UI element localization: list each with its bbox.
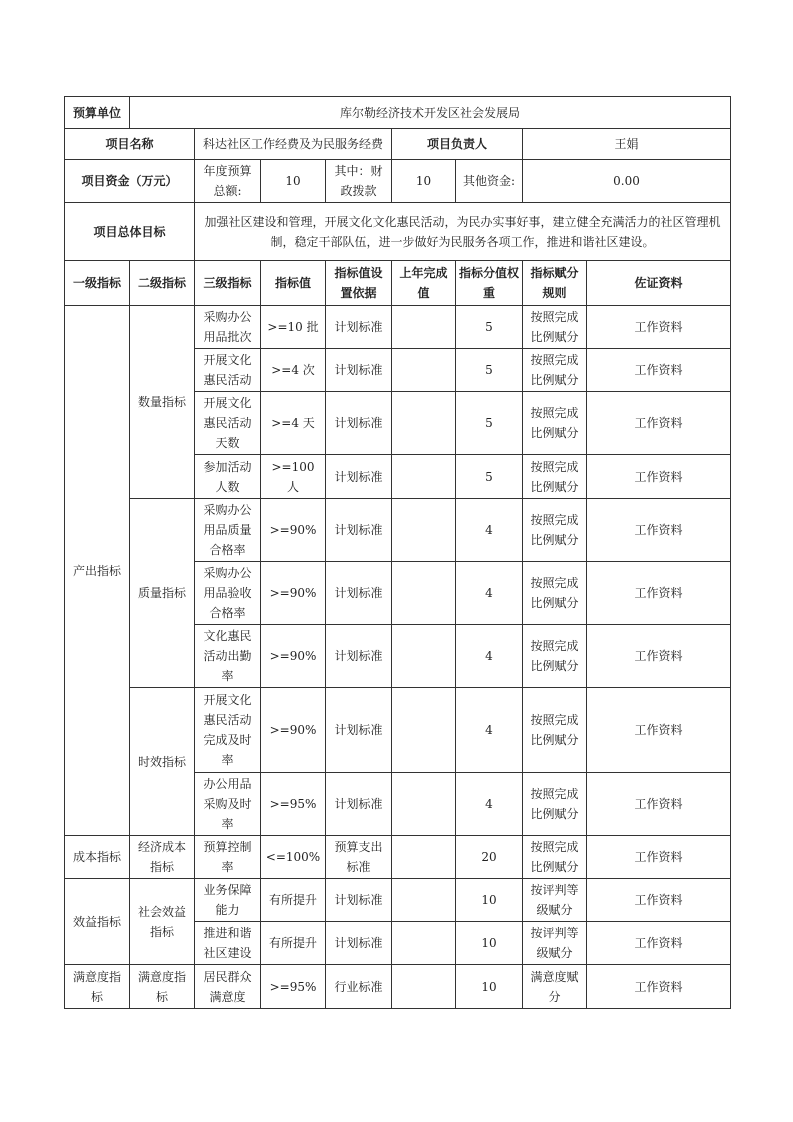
indicator-weight: 5 xyxy=(456,392,523,455)
table-row xyxy=(65,306,731,349)
evidence: 工作资料 xyxy=(587,499,731,562)
indicator-weight: 10 xyxy=(456,965,523,1009)
unit-value: 库尔勒经济技术开发区社会发展局 xyxy=(130,97,731,129)
indicator-weight: 4 xyxy=(456,562,523,625)
column-header-row xyxy=(65,261,731,306)
indicator-value: >=90% xyxy=(261,688,326,773)
col-level2: 二级指标 xyxy=(130,261,195,306)
indicator-value: 有所提升 xyxy=(261,922,326,965)
indicator-weight: 5 xyxy=(456,349,523,392)
evidence: 工作资料 xyxy=(587,562,731,625)
level3-indicator: 参加活动人数 xyxy=(195,455,261,499)
scoring-rule: 按照完成比例赋分 xyxy=(523,349,587,392)
indicator-weight: 20 xyxy=(456,836,523,879)
scoring-rule: 按照完成比例赋分 xyxy=(523,562,587,625)
fiscal-label: 其中：财政拨款 xyxy=(326,160,392,203)
fiscal-value: 10 xyxy=(392,160,456,203)
level1-cost: 成本指标 xyxy=(65,836,130,879)
indicator-weight: 4 xyxy=(456,688,523,773)
indicator-weight: 4 xyxy=(456,625,523,688)
level2-timeliness: 时效指标 xyxy=(130,688,195,836)
indicator-weight: 5 xyxy=(456,455,523,499)
other-funds-label: 其他资金: xyxy=(456,160,523,203)
indicator-basis: 计划标准 xyxy=(326,349,392,392)
col-rule: 指标赋分规则 xyxy=(523,261,587,306)
indicator-value: >=90% xyxy=(261,562,326,625)
table-row xyxy=(65,965,731,1009)
table-row xyxy=(65,836,731,879)
last-year-value xyxy=(392,562,456,625)
goal-row xyxy=(65,203,731,261)
level3-indicator: 开展文化惠民活动 xyxy=(195,349,261,392)
fund-label: 项目资金（万元） xyxy=(65,160,195,203)
scoring-rule: 按评判等级赋分 xyxy=(523,879,587,922)
indicator-basis: 计划标准 xyxy=(326,306,392,349)
evidence: 工作资料 xyxy=(587,306,731,349)
unit-row xyxy=(65,97,731,129)
indicator-basis: 计划标准 xyxy=(326,773,392,836)
level3-indicator: 居民群众满意度 xyxy=(195,965,261,1009)
indicator-basis: 计划标准 xyxy=(326,625,392,688)
indicator-basis: 计划标准 xyxy=(326,922,392,965)
evidence: 工作资料 xyxy=(587,349,731,392)
scoring-rule: 按照完成比例赋分 xyxy=(523,836,587,879)
col-weight: 指标分值权重 xyxy=(456,261,523,306)
scoring-rule: 满意度赋分 xyxy=(523,965,587,1009)
level3-indicator: 推进和谐社区建设 xyxy=(195,922,261,965)
col-last-year: 上年完成值 xyxy=(392,261,456,306)
level1-satisfaction: 满意度指标 xyxy=(65,965,130,1009)
level3-indicator: 采购办公用品质量合格率 xyxy=(195,499,261,562)
indicator-value: >=100 人 xyxy=(261,455,326,499)
indicator-weight: 10 xyxy=(456,879,523,922)
last-year-value xyxy=(392,625,456,688)
other-funds-value: 0.00 xyxy=(523,160,731,203)
last-year-value xyxy=(392,688,456,773)
evidence: 工作资料 xyxy=(587,879,731,922)
last-year-value xyxy=(392,836,456,879)
last-year-value xyxy=(392,965,456,1009)
indicator-basis: 计划标准 xyxy=(326,879,392,922)
level2-economic-cost: 经济成本指标 xyxy=(130,836,195,879)
last-year-value xyxy=(392,349,456,392)
level2-satisfaction: 满意度指标 xyxy=(130,965,195,1009)
annual-budget-value: 10 xyxy=(261,160,326,203)
level1-output: 产出指标 xyxy=(65,306,130,836)
evidence: 工作资料 xyxy=(587,392,731,455)
last-year-value xyxy=(392,499,456,562)
project-row xyxy=(65,129,731,160)
last-year-value xyxy=(392,392,456,455)
evidence: 工作资料 xyxy=(587,773,731,836)
scoring-rule: 按照完成比例赋分 xyxy=(523,455,587,499)
leader-label: 项目负责人 xyxy=(392,129,523,160)
evidence: 工作资料 xyxy=(587,836,731,879)
col-evidence: 佐证资料 xyxy=(587,261,731,306)
indicator-value: 有所提升 xyxy=(261,879,326,922)
indicator-basis: 计划标准 xyxy=(326,499,392,562)
indicator-basis: 计划标准 xyxy=(326,455,392,499)
leader-value: 王娟 xyxy=(523,129,731,160)
level3-indicator: 预算控制率 xyxy=(195,836,261,879)
level3-indicator: 开展文化惠民活动完成及时率 xyxy=(195,688,261,773)
level3-indicator: 办公用品采购及时率 xyxy=(195,773,261,836)
indicator-basis: 计划标准 xyxy=(326,562,392,625)
last-year-value xyxy=(392,306,456,349)
level2-social-benefit: 社会效益指标 xyxy=(130,879,195,965)
level2-quality: 质量指标 xyxy=(130,499,195,688)
indicator-weight: 10 xyxy=(456,922,523,965)
indicator-basis: 行业标准 xyxy=(326,965,392,1009)
annual-budget-label: 年度预算总额: xyxy=(195,160,261,203)
indicator-weight: 4 xyxy=(456,773,523,836)
evidence: 工作资料 xyxy=(587,688,731,773)
evidence: 工作资料 xyxy=(587,625,731,688)
performance-table xyxy=(64,96,731,1009)
last-year-value xyxy=(392,879,456,922)
level3-indicator: 采购办公用品批次 xyxy=(195,306,261,349)
indicator-value: >=90% xyxy=(261,499,326,562)
level2-quantity: 数量指标 xyxy=(130,306,195,499)
col-level3: 三级指标 xyxy=(195,261,261,306)
indicator-value: >=90% xyxy=(261,625,326,688)
level3-indicator: 采购办公用品验收合格率 xyxy=(195,562,261,625)
table-row xyxy=(65,499,731,562)
col-value: 指标值 xyxy=(261,261,326,306)
col-level1: 一级指标 xyxy=(65,261,130,306)
goal-label: 项目总体目标 xyxy=(65,203,195,261)
scoring-rule: 按照完成比例赋分 xyxy=(523,688,587,773)
indicator-value: >=10 批 xyxy=(261,306,326,349)
last-year-value xyxy=(392,773,456,836)
scoring-rule: 按照完成比例赋分 xyxy=(523,306,587,349)
last-year-value xyxy=(392,922,456,965)
indicator-basis: 计划标准 xyxy=(326,688,392,773)
indicator-value: >=4 天 xyxy=(261,392,326,455)
level3-indicator: 业务保障能力 xyxy=(195,879,261,922)
project-label: 项目名称 xyxy=(65,129,195,160)
fund-row xyxy=(65,160,731,203)
indicator-basis: 计划标准 xyxy=(326,392,392,455)
level3-indicator: 文化惠民活动出勤率 xyxy=(195,625,261,688)
evidence: 工作资料 xyxy=(587,922,731,965)
indicator-value: >=95% xyxy=(261,773,326,836)
scoring-rule: 按评判等级赋分 xyxy=(523,922,587,965)
level3-indicator: 开展文化惠民活动天数 xyxy=(195,392,261,455)
indicator-weight: 4 xyxy=(456,499,523,562)
indicator-value: >=4 次 xyxy=(261,349,326,392)
col-basis: 指标值设置依据 xyxy=(326,261,392,306)
scoring-rule: 按照完成比例赋分 xyxy=(523,625,587,688)
indicator-basis: 预算支出标准 xyxy=(326,836,392,879)
indicator-value: >=95% xyxy=(261,965,326,1009)
scoring-rule: 按照完成比例赋分 xyxy=(523,499,587,562)
indicator-weight: 5 xyxy=(456,306,523,349)
level1-benefit: 效益指标 xyxy=(65,879,130,965)
table-row xyxy=(65,879,731,922)
scoring-rule: 按照完成比例赋分 xyxy=(523,392,587,455)
evidence: 工作资料 xyxy=(587,965,731,1009)
indicator-value: <=100% xyxy=(261,836,326,879)
goal-text: 加强社区建设和管理，开展文化文化惠民活动，为民办实事好事，建立健全充满活力的社区管理机制，稳定干部队伍，进一步做好为民服务各项工作，推进和谐社区建设。 xyxy=(195,203,731,261)
last-year-value xyxy=(392,455,456,499)
evidence: 工作资料 xyxy=(587,455,731,499)
project-value: 科达社区工作经费及为民服务经费 xyxy=(195,129,392,160)
unit-label: 预算单位 xyxy=(65,97,130,129)
table-row xyxy=(65,688,731,773)
scoring-rule: 按照完成比例赋分 xyxy=(523,773,587,836)
